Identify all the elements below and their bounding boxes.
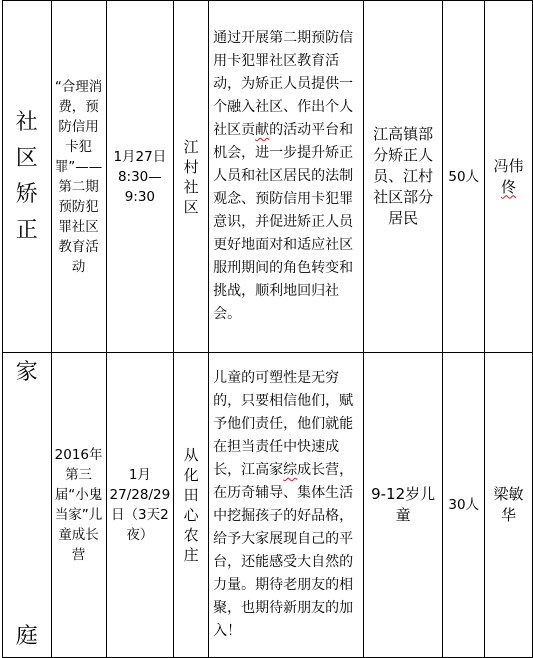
category-char: 家 bbox=[15, 360, 38, 385]
person-in-charge-cell bbox=[485, 1, 533, 353]
category-cell bbox=[3, 353, 52, 658]
category-char: 庭 bbox=[15, 624, 38, 649]
description-text: 的活动平台和机会，进一步提升矫正人员和社区居民的法制观念、预防信用卡犯罪意识，并促进矫正人员更好地面对和适应社区服刑期间的角色转变和挑战，顺利地回归社会。 bbox=[213, 122, 354, 322]
table-row bbox=[3, 353, 533, 658]
category-cell: 社区矫正 bbox=[3, 1, 52, 353]
spellcheck-marked-char: 献 bbox=[255, 122, 270, 138]
spellcheck-marked-char: 综 bbox=[283, 462, 298, 478]
description-text: 成长营，在历奇辅导、集体生活中挖掘孩子的好品格，给予大家展现自己的平台，还能感受大自然的力量。期待老朋友的相聚，也期待新朋友的加入！ bbox=[213, 462, 354, 639]
activity-time-cell: 1月27/28/29日（3天2夜） bbox=[106, 353, 174, 658]
activity-description-cell bbox=[209, 1, 364, 353]
activity-name-cell: “合理消费，预防信用卡犯罪”——第二期预防犯罪社区教育活动 bbox=[51, 1, 106, 353]
activity-description-cell bbox=[209, 353, 364, 658]
target-audience-cell: 江高镇部分矫正人员、江村社区部分居民 bbox=[363, 1, 443, 353]
person-name: 冯伟 bbox=[493, 156, 524, 175]
activity-place-cell: 江村社区 bbox=[174, 1, 209, 353]
spellcheck-marked-char: 佟 bbox=[501, 177, 517, 196]
activity-time-cell: 1月27日8:30—9:30 bbox=[106, 1, 174, 353]
activity-place-cell: 从化田心农庄 bbox=[174, 353, 209, 658]
activity-name-cell: 2016年第三届“小鬼当家”儿童成长营 bbox=[51, 353, 106, 658]
person-in-charge-cell: 梁敏华 bbox=[485, 353, 533, 658]
description-text: 通过开展第二期预防信用卡犯罪社区教育活动，为矫正人员提供一个融入社区、作出个人社区贡 bbox=[213, 30, 354, 138]
activity-table bbox=[2, 0, 533, 658]
table-row bbox=[3, 1, 533, 353]
description-text: 儿童的可塑性是无穷的，只要相信他们，赋予他们责任，他们就能在担当责任中快速成长，江高家 bbox=[213, 370, 354, 478]
participant-count-cell: 50人 bbox=[443, 1, 485, 353]
participant-count-cell: 30人 bbox=[443, 353, 485, 658]
target-audience-cell: 9-12岁儿童 bbox=[363, 353, 443, 658]
